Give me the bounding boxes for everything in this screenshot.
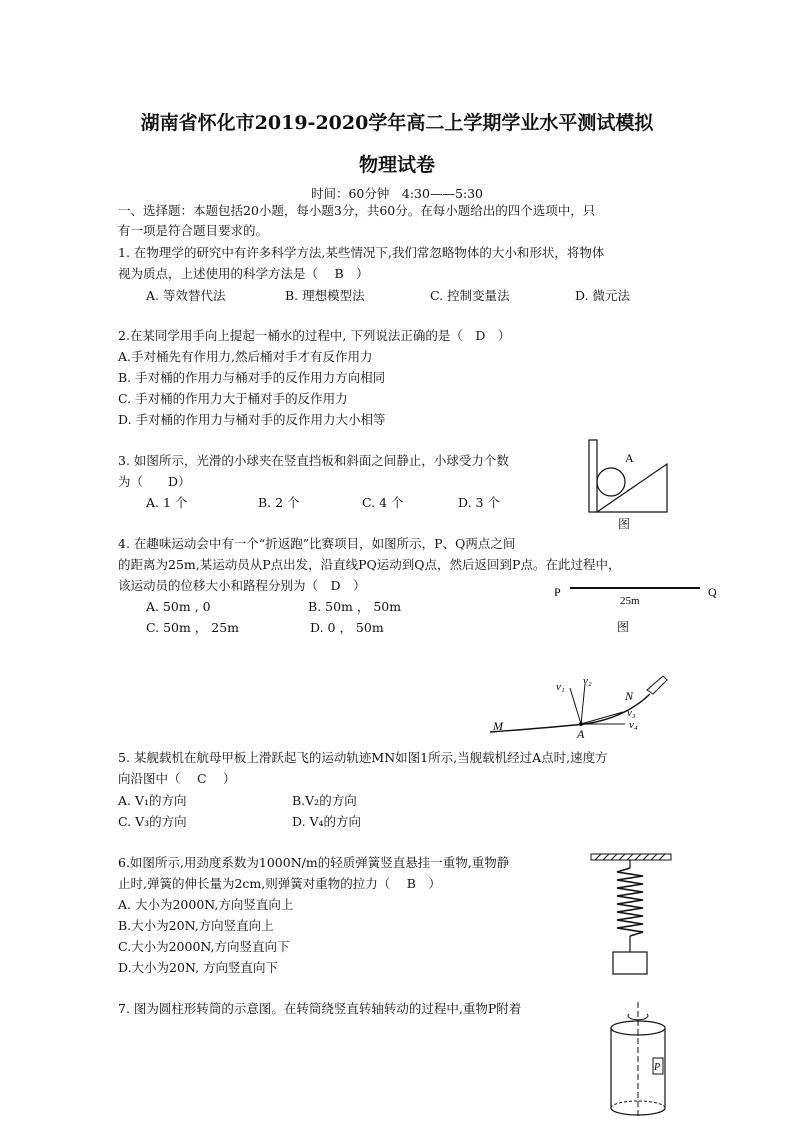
q6-option-a: A. 大小为2000N,方向竖直向上 bbox=[118, 897, 294, 912]
q4-option-b: B. 50m ， 50m bbox=[308, 599, 402, 614]
q5-trajectory-figure bbox=[485, 662, 685, 742]
q5-label-n: N bbox=[625, 689, 634, 703]
q1-option-b: B. 理想模型法 bbox=[285, 288, 365, 303]
q7-label-p: P bbox=[654, 1062, 661, 1073]
q6-stem-line1: 6.如图所示,用劲度系数为1000N/m的轻质弹簧竖直悬挂一重物,重物静 bbox=[118, 855, 510, 870]
q6-stem-line2: 止时,弹簧的伸长量为2cm,则弹簧对重物的拉力（ B ） bbox=[118, 876, 441, 891]
q5-label-v1: v₁ bbox=[556, 681, 565, 693]
q3-stem-line2: 为（ D） bbox=[118, 474, 191, 489]
q7-cylinder-figure bbox=[603, 1000, 673, 1120]
q3-option-b: B. 2 个 bbox=[258, 495, 300, 510]
q4-point-p: P bbox=[554, 585, 561, 599]
q5-option-d: D. V₄的方向 bbox=[292, 814, 362, 829]
q4-track-figure bbox=[550, 580, 725, 610]
vertical-baffle bbox=[589, 440, 597, 512]
q2-stem: 2.在某同学用手向上提起一桶水的过程中, 下列说法正确的是（ D ） bbox=[118, 328, 511, 343]
q6-option-d: D.大小为20N, 方向竖直向下 bbox=[118, 960, 279, 975]
ceiling bbox=[591, 854, 671, 860]
q5-label-v2: v₂ bbox=[583, 675, 592, 687]
q5-label-v4: v₄ bbox=[629, 719, 638, 731]
v2-arrow bbox=[581, 684, 585, 724]
q5-option-a: A. V₁的方向 bbox=[118, 793, 187, 808]
page-subtitle: 物理试卷 bbox=[358, 154, 435, 176]
q1-option-c: C. 控制变量法 bbox=[430, 288, 510, 303]
q5-option-c: C. V₃的方向 bbox=[118, 814, 187, 829]
q3-option-d: D. 3 个 bbox=[458, 495, 500, 510]
q4-option-a: A. 50m , 0 bbox=[146, 599, 211, 614]
q4-stem-line3: 该运动员的位移大小和路程分别为（ D ） bbox=[118, 578, 366, 593]
q5-label-a: A bbox=[577, 727, 585, 741]
q2-option-b: B. 手对桶的作用力与桶对手的反作用力方向相同 bbox=[118, 370, 386, 385]
q6-option-c: C.大小为2000N,方向竖直向下 bbox=[118, 939, 290, 954]
v3-arrow bbox=[581, 712, 623, 724]
q3-stem-line1: 3. 如图所示，光滑的小球夹在竖直挡板和斜面之间静止，小球受力个数 bbox=[118, 453, 509, 468]
weight-block bbox=[613, 952, 647, 974]
section-instruction-line2: 有一项是符合题目要求的。 bbox=[118, 223, 269, 238]
q2-option-c: C. 手对桶的作用力大于桶对手的反作用力 bbox=[118, 391, 348, 406]
q5-label-v3: v₃ bbox=[627, 707, 636, 719]
q3-option-c: C. 4 个 bbox=[362, 495, 404, 510]
q4-point-q: Q bbox=[708, 585, 717, 599]
q3-fig-caption: 图 bbox=[618, 517, 631, 531]
q3-option-a: A. 1 个 bbox=[146, 495, 188, 510]
q7-stem-line1: 7. 图为圆柱形转筒的示意图。在转筒绕竖直转轴转动的过程中,重物P附着 bbox=[118, 1001, 522, 1016]
q1-stem-line1: 1. 在物理学的研究中有许多科学方法,某些情况下,我们常忽略物体的大小和形状，将物体 bbox=[118, 245, 605, 260]
q4-stem-line2: 的距离为25m,某运动员从P点出发，沿直线PQ运动到Q点，然后返回到P点。在此过程中， bbox=[118, 557, 621, 572]
section-instruction-line1: 一、选择题：本题包括20小题，每小题3分，共60分。在每小题给出的四个选项中，只 bbox=[118, 203, 596, 218]
q1-option-a: A. 等效替代法 bbox=[146, 288, 226, 303]
q4-option-d: D. 0 ， 50m bbox=[310, 620, 384, 635]
q4-option-c: C. 50m ， 25m bbox=[146, 620, 240, 635]
spring-coil bbox=[617, 868, 643, 936]
page-title: 湖南省怀化市2019-2020学年高二上学期学业水平测试模拟 bbox=[140, 112, 654, 134]
q5-stem-line2: 向沿图中（ C ） bbox=[118, 771, 236, 786]
incline bbox=[597, 464, 667, 512]
q4-fig-caption: 图 bbox=[617, 620, 630, 634]
q4-distance-label: 25m bbox=[620, 595, 640, 607]
aircraft-icon bbox=[647, 676, 667, 694]
v1-arrow bbox=[570, 688, 581, 724]
q6-spring-figure bbox=[583, 848, 678, 978]
q1-stem-line2: 视为质点，上述使用的科学方法是（ B ） bbox=[118, 266, 369, 281]
q1-option-d: D. 微元法 bbox=[575, 288, 631, 303]
q2-option-d: D. 手对桶的作用力与桶对手的反作用力大小相等 bbox=[118, 412, 386, 427]
exam-time: 时间：60分钟 4:30——5:30 bbox=[310, 186, 484, 201]
q4-stem-line1: 4. 在趣味运动会中有一个“折返跑”比赛项目，如图所示，P、Q两点之间 bbox=[118, 536, 516, 551]
q3-fig-label: A bbox=[625, 451, 634, 465]
ball bbox=[597, 468, 625, 496]
q5-option-b: B.V₂的方向 bbox=[292, 793, 357, 808]
q2-option-a: A.手对桶先有作用力,然后桶对手才有反作用力 bbox=[118, 349, 373, 364]
q5-stem-line1: 5. 某舰载机在航母甲板上滑跃起飞的运动轨迹MN如图1所示,当舰载机经过A点时,速度方 bbox=[118, 750, 608, 765]
q5-label-m: M bbox=[493, 719, 503, 733]
q6-option-b: B.大小为20N,方向竖直向上 bbox=[118, 918, 274, 933]
